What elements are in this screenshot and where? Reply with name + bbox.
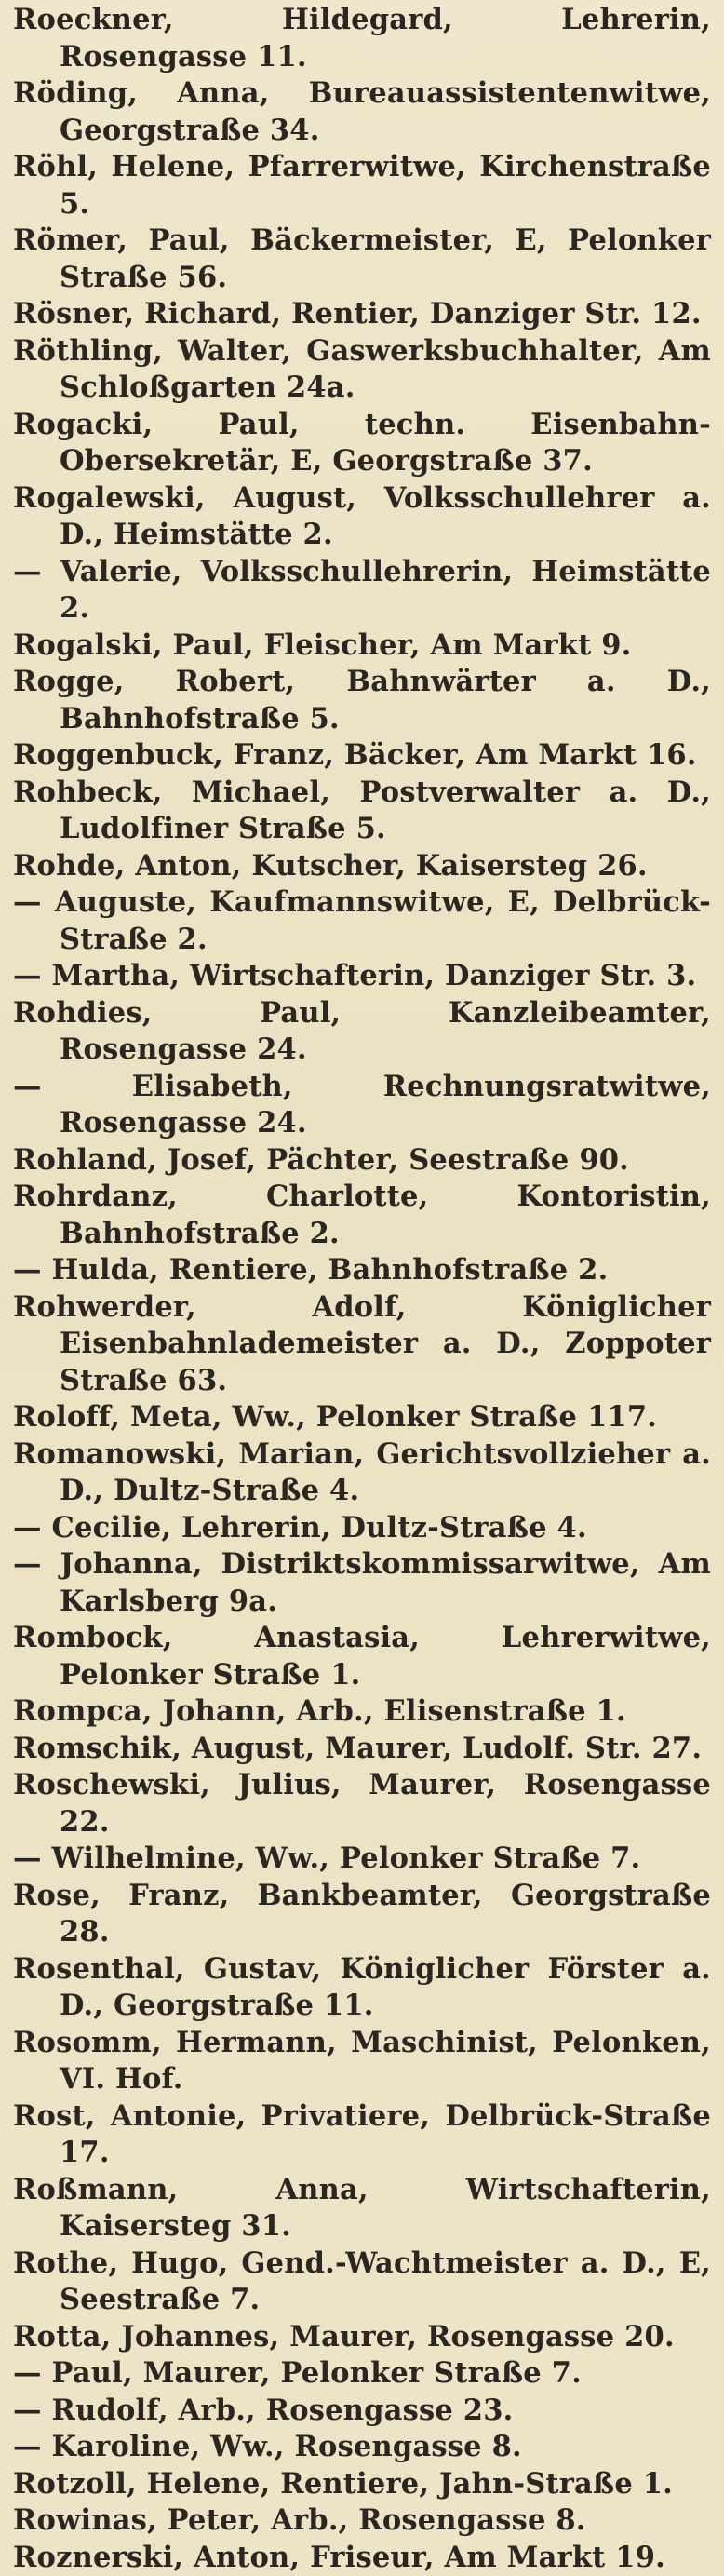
directory-entry (13, 958, 711, 995)
directory-entry (13, 2246, 711, 2319)
directory-entry (13, 2393, 711, 2430)
directory-entry-text: Roloff, Meta, Ww., Pelonker Straße 117. (13, 1400, 657, 1434)
directory-entry-text: Rowinas, Peter, Arb., Rosengasse 8. (13, 2503, 586, 2537)
directory-entry (13, 1436, 711, 1510)
directory-entry (13, 2098, 711, 2172)
directory-entry-text: Rohdies, Paul, Kanzleibeamter, Rosengasse 24. (13, 996, 711, 1067)
directory-entry (13, 75, 711, 149)
directory-entry-text: Roggenbuck, Franz, Bäcker, Am Markt 16. (13, 738, 697, 772)
directory-entry (13, 1399, 711, 1436)
directory-entry (13, 407, 711, 480)
directory-entry-text: — Karoline, Ww., Rosengasse 8. (13, 2430, 522, 2463)
directory-entry-text: Rogalski, Paul, Fleischer, Am Markt 9. (13, 628, 631, 662)
directory-entry (13, 1620, 711, 1693)
directory-entry (13, 2355, 711, 2393)
directory-entry (13, 554, 711, 627)
directory-entry-text: — Martha, Wirtschafterin, Danziger Str. 3. (13, 959, 696, 992)
directory-entry-text: — Rudolf, Arb., Rosengasse 23. (13, 2394, 513, 2427)
directory-entry-text: — Johanna, Distriktskommissarwitwe, Am Karlsberg 9a. (13, 1547, 711, 1618)
directory-entry (13, 775, 711, 848)
directory-entry-text: Rogalewski, August, Volksschullehrer a. D., Heimstätte 2. (13, 481, 711, 552)
directory-entry-text: Röhl, Helene, Pfarrerwitwe, Kirchenstraße 5. (13, 150, 711, 221)
directory-entry-text: Röding, Anna, Bureauassistentenwitwe, Georgstraße 34. (13, 76, 711, 147)
directory-entry (13, 1252, 711, 1289)
directory-entry-text: — Valerie, Volksschullehrerin, Heimstätte 2. (13, 555, 711, 626)
directory-entry-text: Rohde, Anton, Kutscher, Kaisersteg 26. (13, 849, 648, 883)
directory-entry (13, 995, 711, 1069)
directory-entry-text: — Hulda, Rentiere, Bahnhofstraße 2. (13, 1253, 608, 1287)
directory-entry (13, 2, 711, 75)
directory-entry-text: — Wilhelmine, Ww., Pelonker Straße 7. (13, 1841, 640, 1875)
directory-entry-text: Rombock, Anastasia, Lehrerwitwe, Pelonker Straße 1. (13, 1621, 711, 1692)
directory-entry-text: Romschik, August, Maurer, Ludolf. Str. 27. (13, 1732, 702, 1765)
directory-entry-text: Roznerski, Anton, Friseur, Am Markt 19. (13, 2541, 665, 2574)
directory-entry-text: — Paul, Maurer, Pelonker Straße 7. (13, 2356, 582, 2390)
directory-entry (13, 296, 711, 333)
directory-entry (13, 848, 711, 885)
directory-entry-text: Rose, Franz, Bankbeamter, Georgstraße 28. (13, 1879, 711, 1949)
directory-entry (13, 664, 711, 737)
directory-entry-text: Rohwerder, Adolf, Königlicher Eisenbahnlademeister a. D., Zoppoter Straße 63. (13, 1290, 711, 1397)
directory-entry (13, 333, 711, 407)
directory-entry-text: Rogacki, Paul, techn. Eisenbahn-Obersekretär, E, Georgstraße 37. (13, 408, 711, 479)
directory-entry (13, 2502, 711, 2540)
directory-entry (13, 1142, 711, 1180)
directory-entry (13, 2466, 711, 2503)
directory-entry-text: — Auguste, Kaufmannswitwe, E, Delbrück-Straße 2. (13, 885, 711, 956)
directory-entry-text: Rösner, Richard, Rentier, Danziger Str. 12. (13, 297, 702, 330)
directory-entry (13, 1951, 711, 2025)
directory-entry (13, 480, 711, 554)
directory-entry-text: Rohland, Josef, Pächter, Seestraße 90. (13, 1143, 629, 1177)
directory-entry-text: Rosenthal, Gustav, Königlicher Förster a. D., Georgstraße 11. (13, 1952, 711, 2023)
directory-entry (13, 627, 711, 665)
directory-entry (13, 884, 711, 958)
directory-entry-text: Rotta, Johannes, Maurer, Rosengasse 20. (13, 2320, 675, 2353)
directory-entry (13, 1069, 711, 1142)
directory-entry-text: — Elisabeth, Rechnungsratwitwe, Rosengasse 24. (13, 1070, 711, 1140)
directory-entry (13, 2429, 711, 2466)
directory-entry-text: Roeckner, Hildegard, Lehrerin, Rosengasse 11. (13, 3, 711, 74)
directory-entry (13, 2025, 711, 2098)
directory-entry (13, 223, 711, 296)
directory-entry (13, 2540, 711, 2576)
directory-entry-text: Romanowski, Marian, Gerichtsvollzieher a. D., Dultz-Straße 4. (13, 1437, 711, 1508)
directory-entry (13, 1878, 711, 1951)
directory-entry-text: Rogge, Robert, Bahnwärter a. D., Bahnhofstraße 5. (13, 665, 711, 735)
directory-entry (13, 1731, 711, 1768)
directory-entry-text: Roschewski, Julius, Maurer, Rosengasse 22. (13, 1768, 711, 1839)
address-directory-list (13, 2, 711, 2576)
directory-entry-text: Rompca, Johann, Arb., Elisenstraße 1. (13, 1694, 626, 1728)
directory-entry (13, 1179, 711, 1252)
directory-entry-text: Rohrdanz, Charlotte, Kontoristin, Bahnhofstraße 2. (13, 1180, 711, 1250)
directory-entry-text: Röthling, Walter, Gaswerksbuchhalter, Am Schloßgarten 24a. (13, 334, 711, 405)
directory-entry (13, 2172, 711, 2246)
directory-entry (13, 2319, 711, 2356)
directory-entry-text: Rosomm, Hermann, Maschinist, Pelonken, VI. Hof. (13, 2026, 711, 2097)
directory-entry-text: Rotzoll, Helene, Rentiere, Jahn-Straße 1. (13, 2467, 673, 2501)
directory-entry (13, 149, 711, 223)
directory-entry-text: Roßmann, Anna, Wirtschafterin, Kaisersteg 31. (13, 2173, 711, 2244)
directory-entry (13, 1841, 711, 1878)
directory-entry-text: Römer, Paul, Bäckermeister, E, Pelonker Straße 56. (13, 223, 711, 294)
directory-entry-text: — Cecilie, Lehrerin, Dultz-Straße 4. (13, 1511, 587, 1544)
directory-entry (13, 737, 711, 775)
directory-entry (13, 1546, 711, 1620)
directory-entry (13, 1510, 711, 1547)
directory-entry (13, 1767, 711, 1841)
directory-entry (13, 1289, 711, 1400)
directory-entry-text: Rothe, Hugo, Gend.-Wachtmeister a. D., E, Seestraße 7. (13, 2246, 711, 2317)
directory-entry-text: Rohbeck, Michael, Postverwalter a. D., Ludolfiner Straße 5. (13, 775, 711, 846)
directory-entry-text: Rost, Antonie, Privatiere, Delbrück-Straße 17. (13, 2099, 711, 2170)
directory-entry (13, 1693, 711, 1731)
